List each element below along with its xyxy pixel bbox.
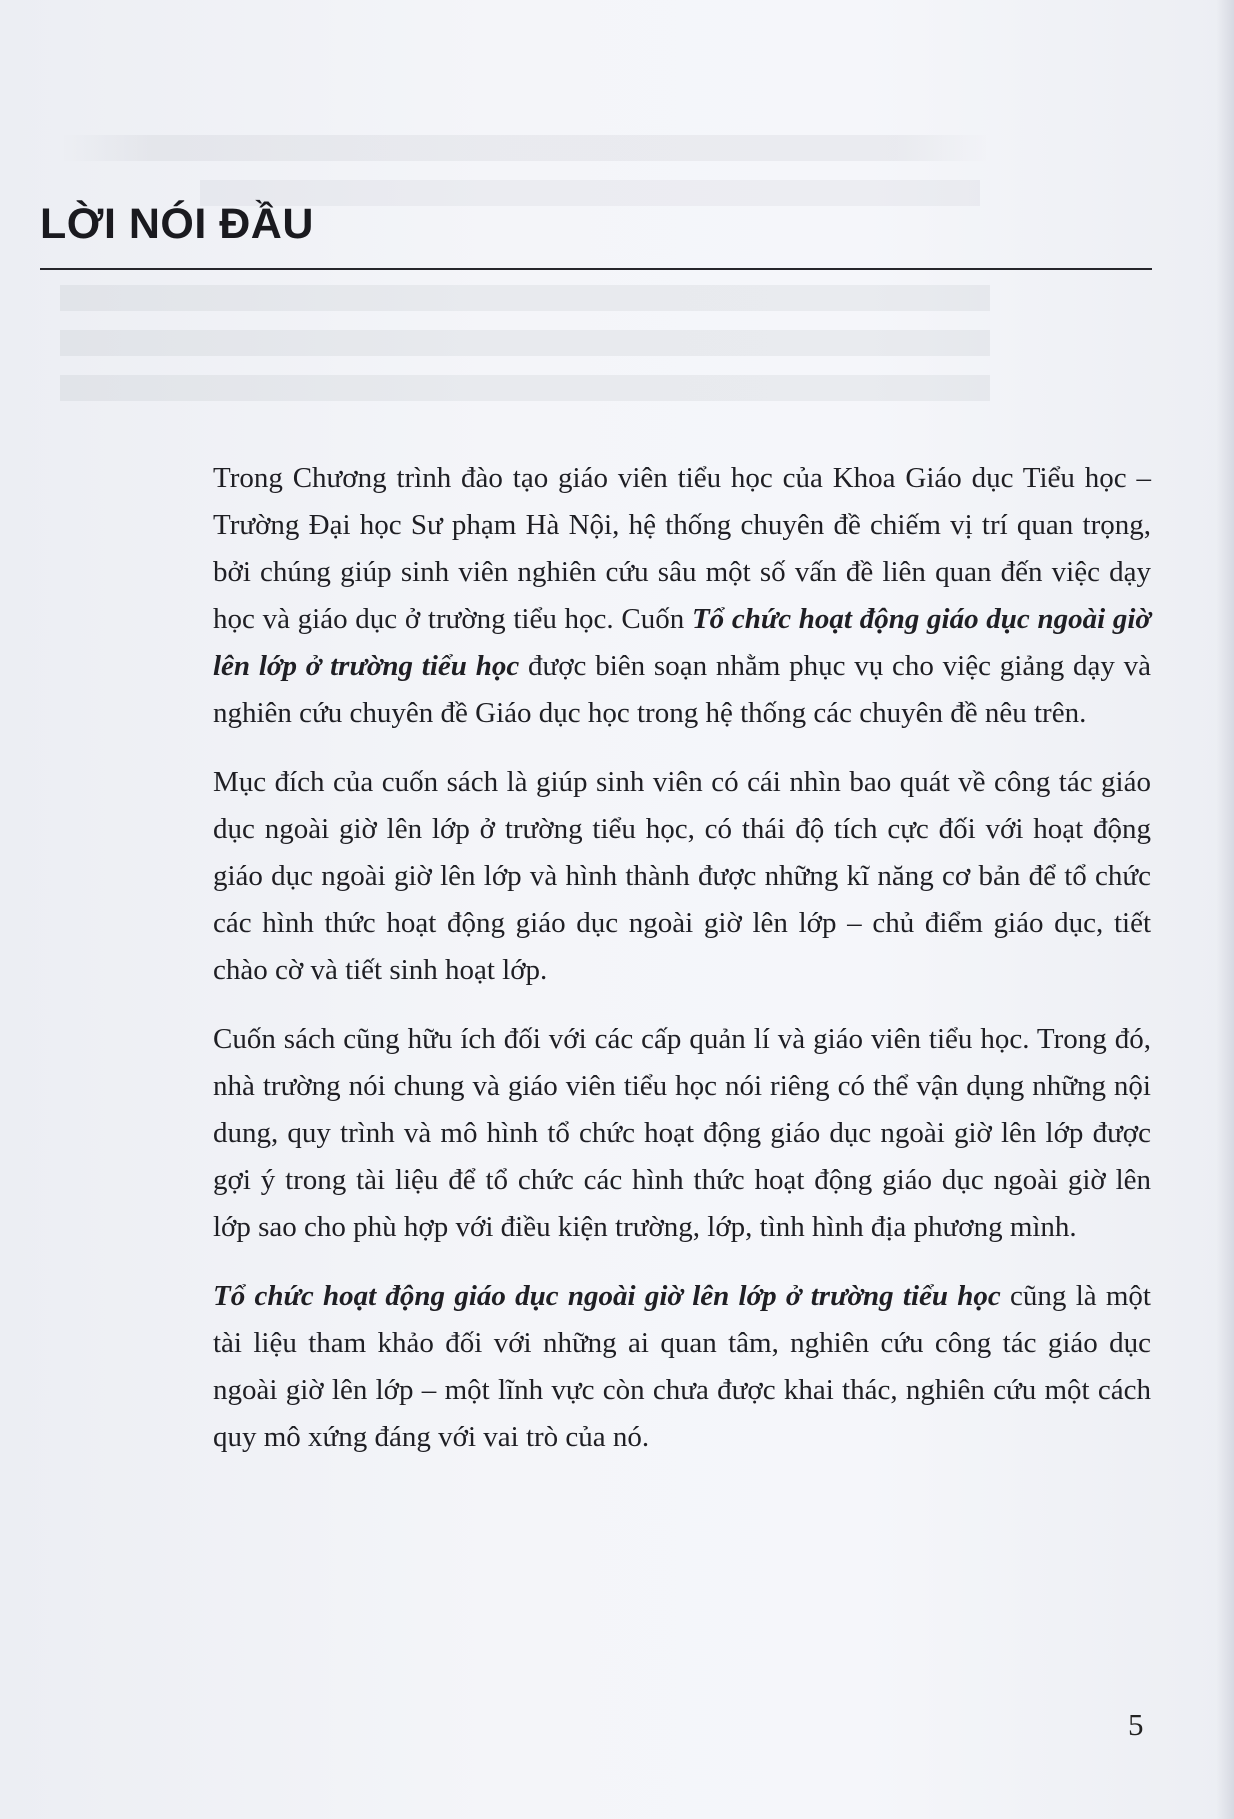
paragraph-2: Mục đích của cuốn sách là giúp sinh viên có cái nhìn bao quát về công tác giáo dục ngoài giờ lên lớp ở trường tiểu học, có thái độ tích cực đối với hoạt động giáo dục ngoài giờ lên lớp và hình thành được những kĩ năng cơ bản để tổ chức các hình thức hoạt động giáo dục ngoài giờ lên lớp – chủ điểm giáo dục, tiết chào cờ và tiết sinh hoạt lớp. [213,766,1151,986]
preface-header [40,198,1152,270]
book-title-reference: Tổ chức hoạt động giáo dục ngoài giờ lên lớp ở trường tiểu học [213,603,1151,682]
book-title-reference: Tổ chức hoạt động giáo dục ngoài giờ lên lớp ở trường tiểu học [213,1280,1001,1312]
paragraph-4 [213,1273,1151,1461]
paragraph-1 [213,455,1151,737]
heading-rule [40,268,1152,270]
page-edge-shadow [1216,0,1234,1819]
paragraph-4-rest: cũng là một tài liệu tham khảo đối với những ai quan tâm, nghiên cứu công tác giáo dục ngoài giờ lên lớp – một lĩnh vực còn chưa được khai thác, nghiên cứu một cách quy mô xứng đáng với vai trò của nó. [213,1280,1151,1453]
preface-heading: LỜI NÓI ĐẦU [40,200,314,248]
page-number: 5 [1128,1707,1144,1742]
paragraph-1-rest: được biên soạn nhằm phục vụ cho việc giảng dạy và nghiên cứu chuyên đề Giáo dục học trong hệ thống các chuyên đề nêu trên. [213,650,1152,729]
paragraph-1-intro: Trong Chương trình đào tạo giáo viên tiểu học của Khoa Giáo dục Tiểu học – Trường Đại học Sư phạm Hà Nội, hệ thống chuyên đề chiếm vị trí quan trọng, bởi chúng giúp sinh viên nghiên cứu sâu một số vấn đề liên quan đến việc dạy học và giáo dục ở trường tiểu học. Cuốn [213,462,1151,635]
paragraph-3: Cuốn sách cũng hữu ích đối với các cấp quản lí và giáo viên tiểu học. Trong đó, nhà trường nói chung và giáo viên tiểu học nói riêng có thể vận dụng những nội dung, quy trình và mô hình tổ chức hoạt động giáo dục ngoài giờ lên lớp được gợi ý trong tài liệu để tổ chức các hình thức hoạt động giáo dục ngoài giờ lên lớp sao cho phù hợp với điều kiện trường, lớp, tình hình địa phương mình. [213,1023,1151,1243]
preface-body [213,455,1151,1461]
